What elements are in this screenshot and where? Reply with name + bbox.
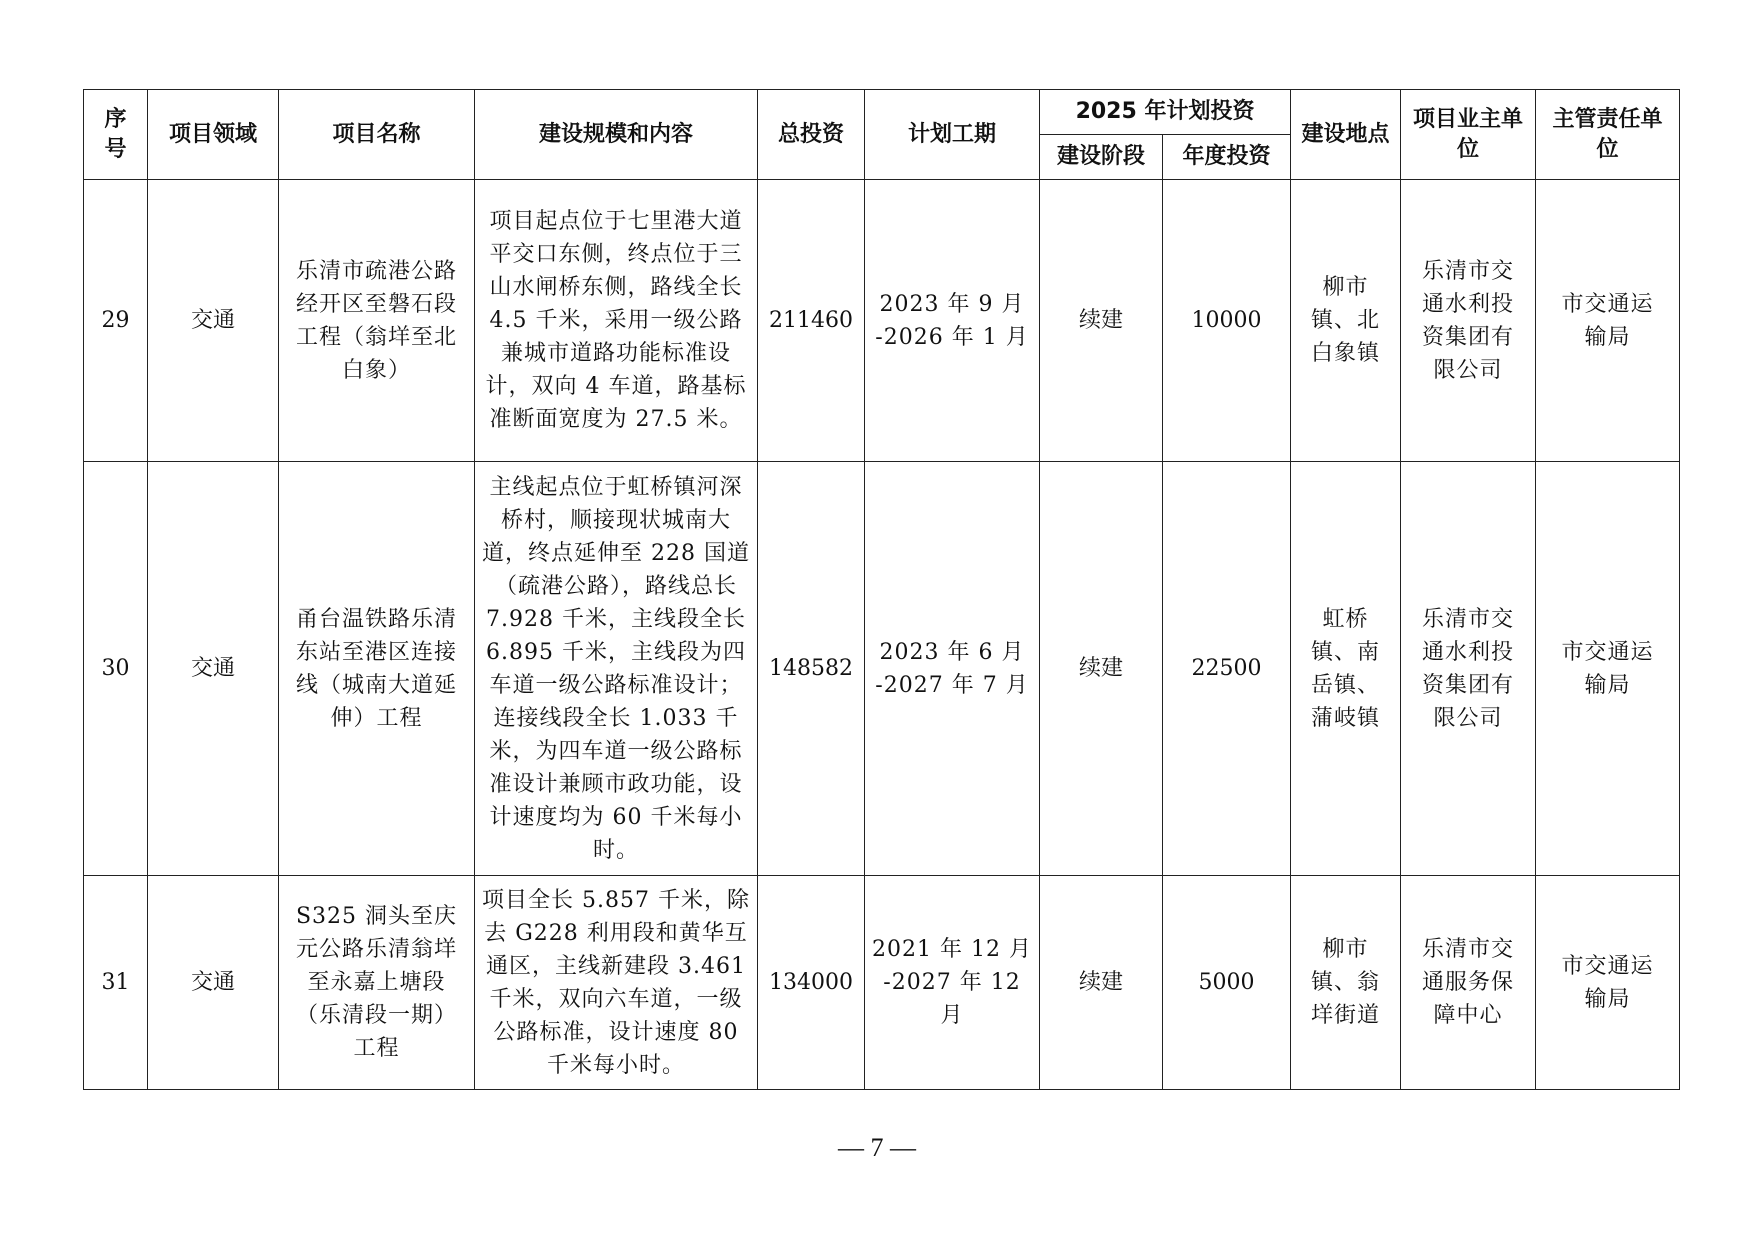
cell-owner: 乐清市交通水利投资集团有限公司: [1401, 180, 1536, 462]
table-row: [84, 462, 1680, 876]
header-owner: 项目业主单位: [1401, 90, 1536, 180]
cell-total: 148582: [758, 462, 865, 876]
cell-annual: 5000: [1163, 876, 1291, 1090]
cell-seq: 29: [84, 180, 148, 462]
header-total: 总投资: [758, 90, 865, 180]
cell-period: 2023 年 6 月 -2027 年 7 月: [865, 462, 1040, 876]
cell-authority: 市交通运输局: [1536, 462, 1680, 876]
header-name: 项目名称: [279, 90, 475, 180]
table-row: [84, 876, 1680, 1090]
header-content: 建设规模和内容: [475, 90, 758, 180]
cell-period: 2021 年 12 月 -2027 年 12 月: [865, 876, 1040, 1090]
cell-seq: 31: [84, 876, 148, 1090]
cell-content: 项目全长 5.857 千米，除去 G228 利用段和黄华互通区，主线新建段 3.461 千米，双向六车道，一级公路标准，设计速度 80 千米每小时。: [475, 876, 758, 1090]
header-plan-2025: 2025 年计划投资: [1040, 90, 1291, 135]
cell-total: 134000: [758, 876, 865, 1090]
cell-location: 柳市镇、翁垟街道: [1291, 876, 1401, 1090]
cell-field: 交通: [148, 462, 279, 876]
cell-total: 211460: [758, 180, 865, 462]
cell-annual: 10000: [1163, 180, 1291, 462]
cell-owner: 乐清市交通水利投资集团有限公司: [1401, 462, 1536, 876]
cell-stage: 续建: [1040, 876, 1163, 1090]
table-row: [84, 180, 1680, 462]
header-seq: 序号: [84, 90, 148, 180]
cell-annual: 22500: [1163, 462, 1291, 876]
cell-content: 项目起点位于七里港大道平交口东侧，终点位于三山水闸桥东侧，路线全长 4.5 千米，采用一级公路兼城市道路功能标准设计，双向 4 车道，路基标准断面宽度为 27.5 米。: [475, 180, 758, 462]
cell-location: 柳市镇、北白象镇: [1291, 180, 1401, 462]
header-period: 计划工期: [865, 90, 1040, 180]
cell-name: 甬台温铁路乐清东站至港区连接线（城南大道延伸）工程: [279, 462, 475, 876]
header-stage: 建设阶段: [1040, 135, 1163, 180]
cell-field: 交通: [148, 180, 279, 462]
cell-authority: 市交通运输局: [1536, 876, 1680, 1090]
header-field: 项目领域: [148, 90, 279, 180]
cell-name: 乐清市疏港公路经开区至磐石段工程（翁垟至北白象）: [279, 180, 475, 462]
cell-field: 交通: [148, 876, 279, 1090]
cell-owner: 乐清市交通服务保障中心: [1401, 876, 1536, 1090]
cell-period: 2023 年 9 月 -2026 年 1 月: [865, 180, 1040, 462]
cell-stage: 续建: [1040, 462, 1163, 876]
cell-name: S325 洞头至庆元公路乐清翁垟至永嘉上塘段（乐清段一期）工程: [279, 876, 475, 1090]
header-annual: 年度投资: [1163, 135, 1291, 180]
cell-seq: 30: [84, 462, 148, 876]
header-location: 建设地点: [1291, 90, 1401, 180]
header-authority: 主管责任单位: [1536, 90, 1680, 180]
cell-stage: 续建: [1040, 180, 1163, 462]
cell-content: 主线起点位于虹桥镇河深桥村，顺接现状城南大道，终点延伸至 228 国道（疏港公路），路线总长 7.928 千米，主线段全长 6.895 千米，主线段为四车道一级公路标准设计；连接线段全长 1.033 千米，为四车道一级公路标准设计兼顾市政功能，设计速度均为 60 千米每小时。: [475, 462, 758, 876]
cell-authority: 市交通运输局: [1536, 180, 1680, 462]
cell-location: 虹桥镇、南岳镇、蒲岐镇: [1291, 462, 1401, 876]
page-number: — 7 —: [838, 1133, 916, 1162]
project-table: [83, 89, 1680, 1090]
